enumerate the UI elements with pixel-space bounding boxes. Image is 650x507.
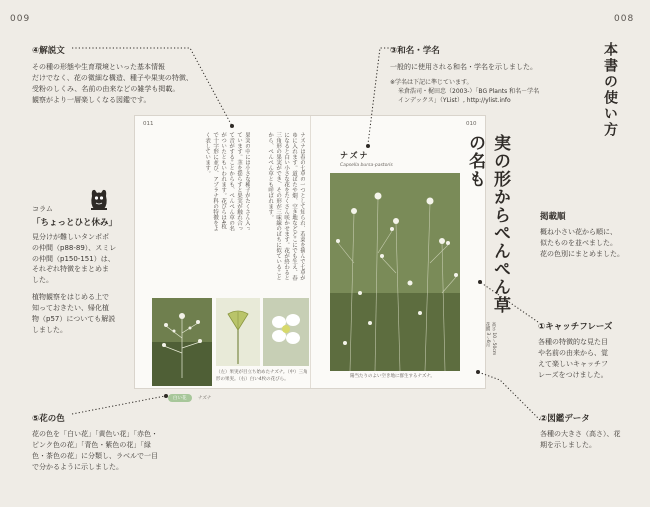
spread-divider [310, 116, 311, 388]
main-photo-caption: 陽当たりのよい空き地に群生するナズナ。 [350, 374, 435, 379]
annotation-color [32, 412, 202, 472]
color-line: ピンク色の花」「青色・紫色の花」「緑 [32, 440, 151, 449]
data-line: 各種の大きさ（高さ）、花 [540, 430, 621, 438]
catchphrase-line: や名前の由来から、覚 [538, 348, 608, 357]
plant-scientific-name: Capsella bursa-pastoris [340, 163, 393, 168]
flower-closeup-photo [263, 298, 309, 366]
commentary-text-right: ナズナは春の七草の一つとして知られ、若菜を摘んで七草がゆに入れます。道ばたや畑、空き地などどこにでも生え、春になると白い小さな花をたくさん咲かせます。花が終わると三角形の果実ができ、その形が三味線のばちに似ていることから、ぺんぺん草とも呼ばれます。 [267, 132, 305, 281]
annotation-commentary [32, 44, 232, 105]
column-line: した。 [32, 276, 53, 285]
annotation-catchphrase [538, 320, 643, 380]
annotation-commentary-body [32, 62, 232, 105]
annotation-order [540, 210, 640, 260]
annotation-name [390, 44, 590, 105]
color-line: 色・茶色の花」に分類し、ラベルで一目 [32, 451, 158, 460]
page-title: 本書の使い方 [602, 42, 618, 138]
annotation-catchphrase-head: ①キャッチフレーズ [538, 322, 613, 332]
annotation-name-head: ③和名・学名 [390, 46, 440, 56]
catchphrase-line: レーズをつけました。 [538, 370, 608, 379]
column-line: しました。 [32, 325, 67, 334]
name-note: インデックス」（YList）, http://ylist.info [398, 96, 511, 104]
annotation-color-body [32, 429, 202, 472]
commentary-line: だけでなく、花の微細な構造、種子や果実の特徴、 [32, 73, 193, 82]
commentary-line: 受粉のしくみ、名前の由来などの雑学も掲載。 [32, 84, 180, 93]
annotation-order-body [540, 227, 640, 260]
order-line: 概ね小さい花から順に、 [540, 228, 617, 236]
flower-color-label: 白い花 [168, 394, 192, 402]
column-line: の仲間（p88-89）、スミレ [32, 243, 117, 252]
commentary-line: その種の形態や生育環境といった基本情報 [32, 63, 165, 71]
annotation-column-body2 [32, 292, 142, 335]
annotation-column-label: コラム [32, 205, 53, 213]
annotation-color-head: ⑤花の色 [32, 414, 65, 424]
plant-data-table [476, 322, 496, 377]
column-line: 見分けが難しいタンポポ [32, 232, 109, 241]
fruit-photo [152, 298, 212, 386]
commentary-line: 観察がより一層楽しくなる図鑑です。 [32, 95, 151, 104]
data-line: 期を示しました。 [540, 440, 596, 449]
column-line: 知っておきたい、帰化植 [32, 303, 109, 312]
annotation-commentary-head: ④解説文 [32, 46, 65, 56]
seedpod-photo [216, 298, 260, 366]
annotation-data-body [540, 429, 645, 451]
annotation-column [32, 204, 142, 335]
photo-caption-left: （左）果実が目立ち始めたナズナ。（中）三角形の果実。（右）白い4枚の花びら。 [216, 370, 308, 382]
annotation-data-head: ②図鑑データ [540, 414, 590, 424]
name-note: ※学名は下記に準じています。 [390, 78, 473, 86]
annotation-column-head: 「ちょっとひと休み」 [32, 217, 118, 228]
color-line: 花の色を「白い花」「黄色い花」「赤色・ [32, 430, 158, 438]
annotation-order-head: 掲載順 [540, 212, 566, 222]
page-number-left: 009 [10, 14, 31, 24]
column-line: の仲間（p150-151）は、 [32, 254, 115, 263]
annotation-data [540, 412, 645, 451]
commentary-text-left: 果実の中には小さな種子がたくさん入っています。茎を揺らすと果実が触れ合って音がすることからも、ぺんぺん草の名がついたともいわれます。花びらは4枚で十字形に並び、アブラナ科の特徴をよく表しています。 [204, 132, 250, 231]
annotation-name-notes [390, 78, 590, 105]
inner-page-number-right: 010 [466, 121, 477, 127]
column-line: それぞれ特徴をまとめま [32, 265, 109, 274]
name-note: 米倉浩司・梶田忠（2003-）「BG Plants 和名－学名 [398, 87, 540, 95]
main-plant-photo [330, 173, 460, 371]
flower-color-label-name: ナズナ [198, 396, 212, 401]
catchphrase-line: えて楽しいキャッチフ [538, 359, 608, 368]
data-row: 花期 3～6月 [485, 322, 490, 348]
column-line: 植物観察をはじめる上で [32, 293, 109, 302]
data-row: 高さ 10～50cm [491, 322, 496, 356]
annotation-catchphrase-body [538, 337, 643, 380]
plant-japanese-name: ナズナ [340, 151, 370, 160]
annotation-column-body [32, 232, 142, 286]
page-number-right: 008 [614, 14, 635, 24]
catchphrase: 実の形からぺんぺん草の名も [465, 134, 510, 314]
annotation-name-body: 一般的に使用される和名・学名を示しました。 [390, 63, 537, 71]
catchphrase-line: 各種の特徴的な見た目 [538, 338, 608, 346]
order-line: 花の色別にまとめました。 [540, 249, 624, 258]
column-line: 物（p57）についても解説 [32, 314, 116, 323]
color-line: で分かるように示しました。 [32, 462, 123, 471]
order-line: 似たものを並べました。 [540, 238, 617, 247]
inner-page-number-left: 011 [143, 121, 154, 127]
